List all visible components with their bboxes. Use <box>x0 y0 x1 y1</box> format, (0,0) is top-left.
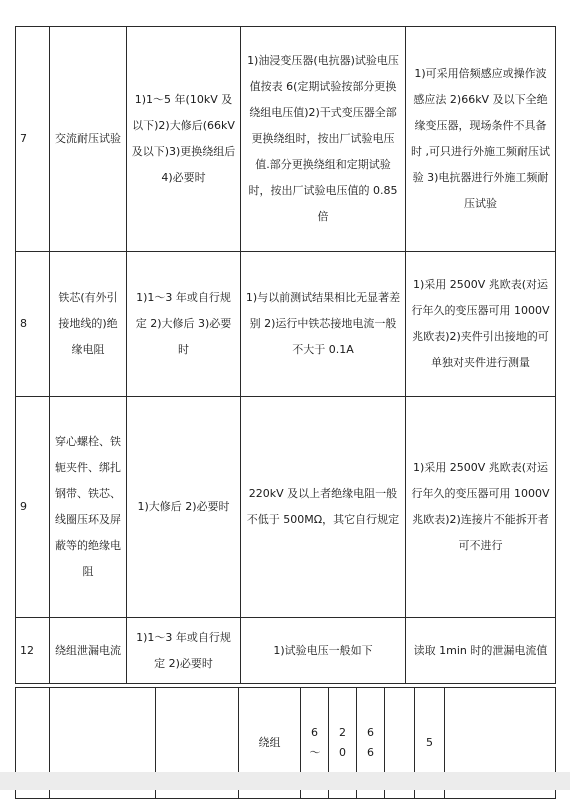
test-cycle: 1)1～5 年(10kV 及以下)2)大修后(66kV 及以下)3)更换绕组后 4)必要时 <box>127 27 241 252</box>
test-items-table <box>15 26 556 684</box>
test-notes: 1)采用 2500V 兆欧表(对运行年久的变压器可用 1000V 兆欧表)2)连接片不能拆开者可不进行 <box>406 397 556 618</box>
test-cycle: 1)1～3 年或自行规定 2)必要时 <box>127 618 241 684</box>
voltage-value: 6～ <box>309 726 321 759</box>
test-item: 铁芯(有外引接地线的)绝缘电阻 <box>50 252 127 397</box>
test-cycle: 1)1～3 年或自行规定 2)大修后 3)必要时 <box>127 252 241 397</box>
bottom-scroll-bar[interactable] <box>0 772 570 790</box>
row-number: 9 <box>16 397 50 618</box>
test-requirement: 1)试验电压一般如下 <box>241 618 406 684</box>
test-item: 绕组泄漏电流 <box>50 618 127 684</box>
voltage-value: 20 <box>339 726 346 759</box>
row-number: 7 <box>16 27 50 252</box>
table-row <box>16 252 556 397</box>
test-item: 穿心螺栓、铁轭夹件、绑扎钢带、铁芯、线圈压环及屏蔽等的绝缘电阻 <box>50 397 127 618</box>
row-number: 12 <box>16 618 50 684</box>
test-item: 交流耐压试验 <box>50 27 127 252</box>
voltage-value: 66 <box>367 726 374 759</box>
table-row <box>16 397 556 618</box>
winding-label: 绕组 <box>239 688 301 799</box>
test-requirement: 220kV 及以上者绝缘电阻一般不低于 500MΩ，其它自行规定 <box>241 397 406 618</box>
test-requirement: 1)与以前测试结果相比无显著差别 2)运行中铁芯接地电流一般不大于 0.1A <box>241 252 406 397</box>
table-row <box>16 618 556 684</box>
test-notes: 读取 1min 时的泄漏电流值 <box>406 618 556 684</box>
test-notes: 1)可采用倍频感应或操作波感应法 2)66kV 及以下全绝缘变压器，现场条件不具备时 ,可只进行外施工频耐压试验 3)电抗器进行外施工频耐压试验 <box>406 27 556 252</box>
row-number: 8 <box>16 252 50 397</box>
test-requirement: 1)油浸变压器(电抗器)试验电压值按表 6(定期试验按部分更换绕组电压值)2)干式变压器全部更换绕组时，按出厂试验电压值.部分更换绕组和定期试验时，按出厂试验电压值的 0.85 倍 <box>241 27 406 252</box>
table-row <box>16 27 556 252</box>
voltage-value: 5 <box>426 736 433 749</box>
test-cycle: 1)大修后 2)必要时 <box>127 397 241 618</box>
test-notes: 1)采用 2500V 兆欧表(对运行年久的变压器可用 1000V 兆欧表)2)夹件引出接地的可单独对夹件进行测量 <box>406 252 556 397</box>
